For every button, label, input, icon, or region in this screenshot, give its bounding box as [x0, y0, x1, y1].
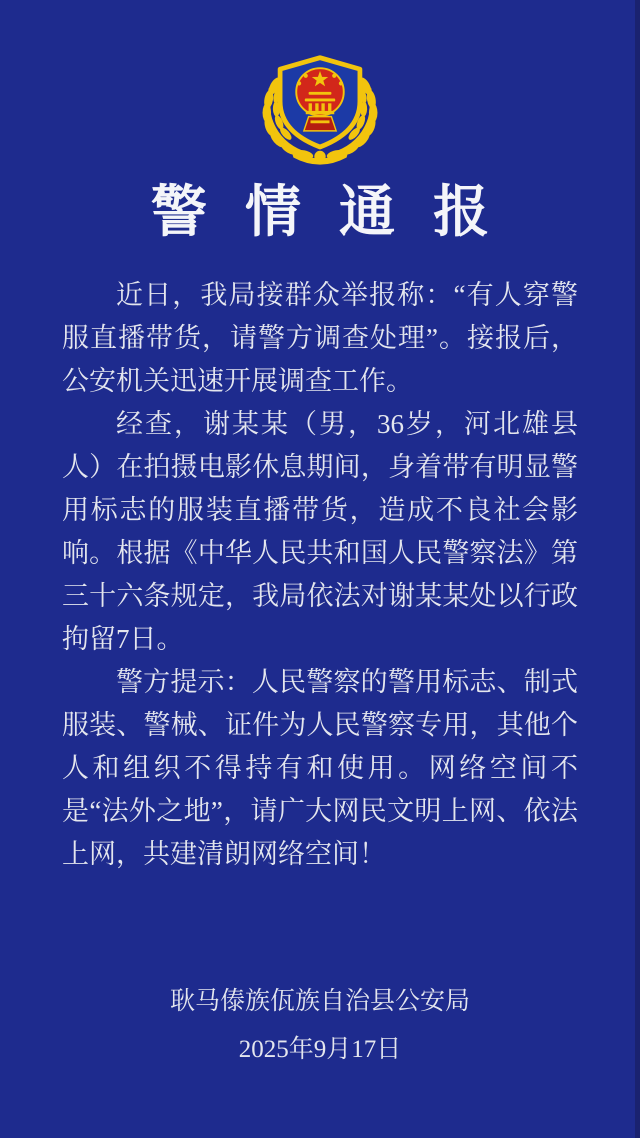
notice-body [62, 274, 578, 876]
notice-paragraph-report: 近日，我局接群众举报称：“有人穿警服直播带货，请警方调查处理”。接报后，公安机关迅速开展调查工作。 [62, 280, 578, 396]
police-badge-icon [252, 52, 388, 166]
issuing-authority: 耿马傣族佤族自治县公安局 [169, 988, 470, 1015]
notice-title: 警情通报 [150, 182, 528, 244]
notice-date: 2025年9月17日 [238, 1036, 402, 1063]
notice-paragraph-investigation: 经查，谢某某（男，36岁，河北雄县人）在拍摄电影休息期间，身着带有明显警用标志的服装直播带货，造成不良社会影响。根据《中华人民共和国人民警察法》第三十六条规定，我局依法对谢某某处以行政拘留7日。 [62, 409, 578, 654]
right-edge-shade [635, 0, 640, 1138]
notice-paragraph-reminder: 警方提示：人民警察的警用标志、制式服装、警械、证件为人民警察专用，其他个人和组织不得持有和使用。网络空间不是“法外之地”，请广大网民文明上网、依法上网，共建清朗网络空间！ [62, 667, 578, 869]
